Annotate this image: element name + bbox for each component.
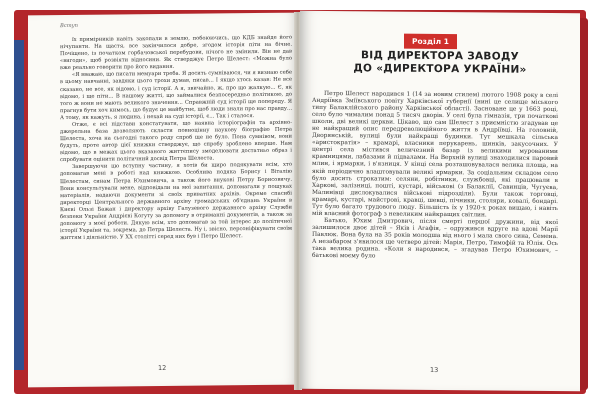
chapter-label: Розділ 1 (404, 34, 457, 49)
chapter-title-line: ДО «ДИРЕКТОРА УКРАЇНИ» (353, 62, 527, 76)
page-number-left: 12 (158, 363, 167, 373)
right-page (300, 11, 580, 391)
paragraph: Завершуючи цю вступну частину, я хотів би щиро подякувати всім, хто допомагав мені в роботі над книжкою. Особлива подяка Борису і Віталію Шелестам, синам Петра Юхимовича, а також його внукові Петру Борисовичу. Вони консультували мене, відповідали на мої запитання, допомагали у пошуках матеріалів, надаючи документи зі своїх приватних архівів. Окреме спасибі директорці Центрального державного архіву громадських об'єднань України в Києві Ользі Бажан і директору архіву Галузевого державного архіву Служби безпеки України Андрієві Когуту за допомогу в отриманні документів, а також за допомогу з моєї роботи. Дякую всім, хто допомагав за той інтерес до політичної історії України та, зокрема, до Петра Шелеста. Ну і, звісно, персоніфікувати своїм життям і діяльністю. У XX столітті серед них був і Петро Шелест. (60, 162, 292, 242)
chapter-title (318, 49, 562, 77)
paragraph: Отже, є всі підстави констатувати, що наявна історіографія та архівно-джерельна база дозволяють скласти повноцінну наукову біографію Петра Шелеста, хоча на сьогодні такого роду спроб ще не було. Пона сумнівом, вони будуть, проте автор цієї книжки стверджує, що спробу зроблено вперше. Нам відомо, що в межах цього вказаного життєпису змоделювати достатньо образ і спробувати оцінити політичний досвід Петра Шелеста. (60, 119, 292, 164)
paragraph: Петро Шелест народився 1 (14 за новим стилем) лютого 1908 року в селі Андріївка Зміївського повіту Харківської губернії (нині це селище міського типу Балаклійського району Харківської області). Засноване це у 1663 році, село було чималим понад 5 тисяч дворів. У селі була гімназія, три початкові школи, дві великі церкви. Цікаво, що сам Шелест з приємністю згадував це не найкращий опис передреволюційного життя в Андріївці. На головній, Дворянській, вулиці були найкращі будинки. Тут мешкала сільська «аристократія» – крамарі, власники перукарень, шинків, закусочних. У центрі села містився величезний базар із великими мурованими крамницями, лабазами й підвалами. На Верхній вулиці знаходилися паровий млин, і ярмарки, і в'язниця. У кінці села розташовувалася велика площа, на якій періодично влаштовували великі ярмарки. За соціальним складом село було досить строкатим: селяни, робітники, службовці, які працювали в Харкові, залізниці, пошті, кустарі, військові (з Балаклії, Савинців, Чугуєва, Малинівці дислокувалися військові підрозділи). Були також торговці, крамарі, кустарі, майстрові, кравці, шевці, пічники, столяри, ковалі, бондарі. Тут було багато трудового люду. Більшість їх у 1920-х роках вищаю, і навіть мій власний фотограф з невеликим найкращих світлин. (312, 90, 558, 219)
paragraph: Батько, Юхим Дмитрович, після смерті першої дружини, від якої залишилося двоє дітей – Яків і Агафія, – одружився вдруге на вдові Марії Павлюк. Вона була на 35 років молодша від нього і мала свого сина, Семена. А незабаром з'явилося ще четверо дітей: Марія, Петро, Тимофій та Юлія. Ось така велика родина. «Коли я народився, – згадував Петро Юхимович, – батькові моєму було (312, 217, 558, 260)
right-page-text (312, 91, 558, 262)
cover-spine-stripe (14, 40, 24, 370)
left-page-text (60, 35, 292, 243)
chapter-title-line: ВІД ДИРЕКТОРА ЗАВОДУ (360, 49, 520, 63)
page-number-right: 13 (430, 365, 439, 374)
paragraph: їх примірників навіть закопали в землю, побоюючись, що КДБ знайде його нічупанти. На щастя, все закінчилося добре, згодом історія піти на бічне. Почіщено, із початком горбачовської перебудови, нічого не змінили. Він не дав «вигоди», щоб розвіяти відносини. Як стверджує Петро Шелест: «Можна було вже реально говорити про його видання. (60, 34, 292, 72)
paragraph: «Я вважаю, що писати мемуари треба. Я досить сумніваюся, чи я визнаю себе в цьому навчанні, завдяки цього трохи думав, писав... І якщо хтось казав: Не все сказано, не все, як відомо, і суд історії. А я, звичайно, ж, про що жалкую... Є, як відомо, і ще піти... В нашому житті, що займалися безпосередньо політикою, до того ж вони не мають великого значення... Справжній суд історії ще попереду. Я прагнув бути хоч кимось, що будує це майбутнє, щоб люди знали про нас правду... А тому, як кажуть, я людина, і нехай на суді історії, є... Так і сталося. (60, 70, 292, 121)
running-head: Вступ (60, 22, 78, 30)
left-page (28, 13, 298, 388)
